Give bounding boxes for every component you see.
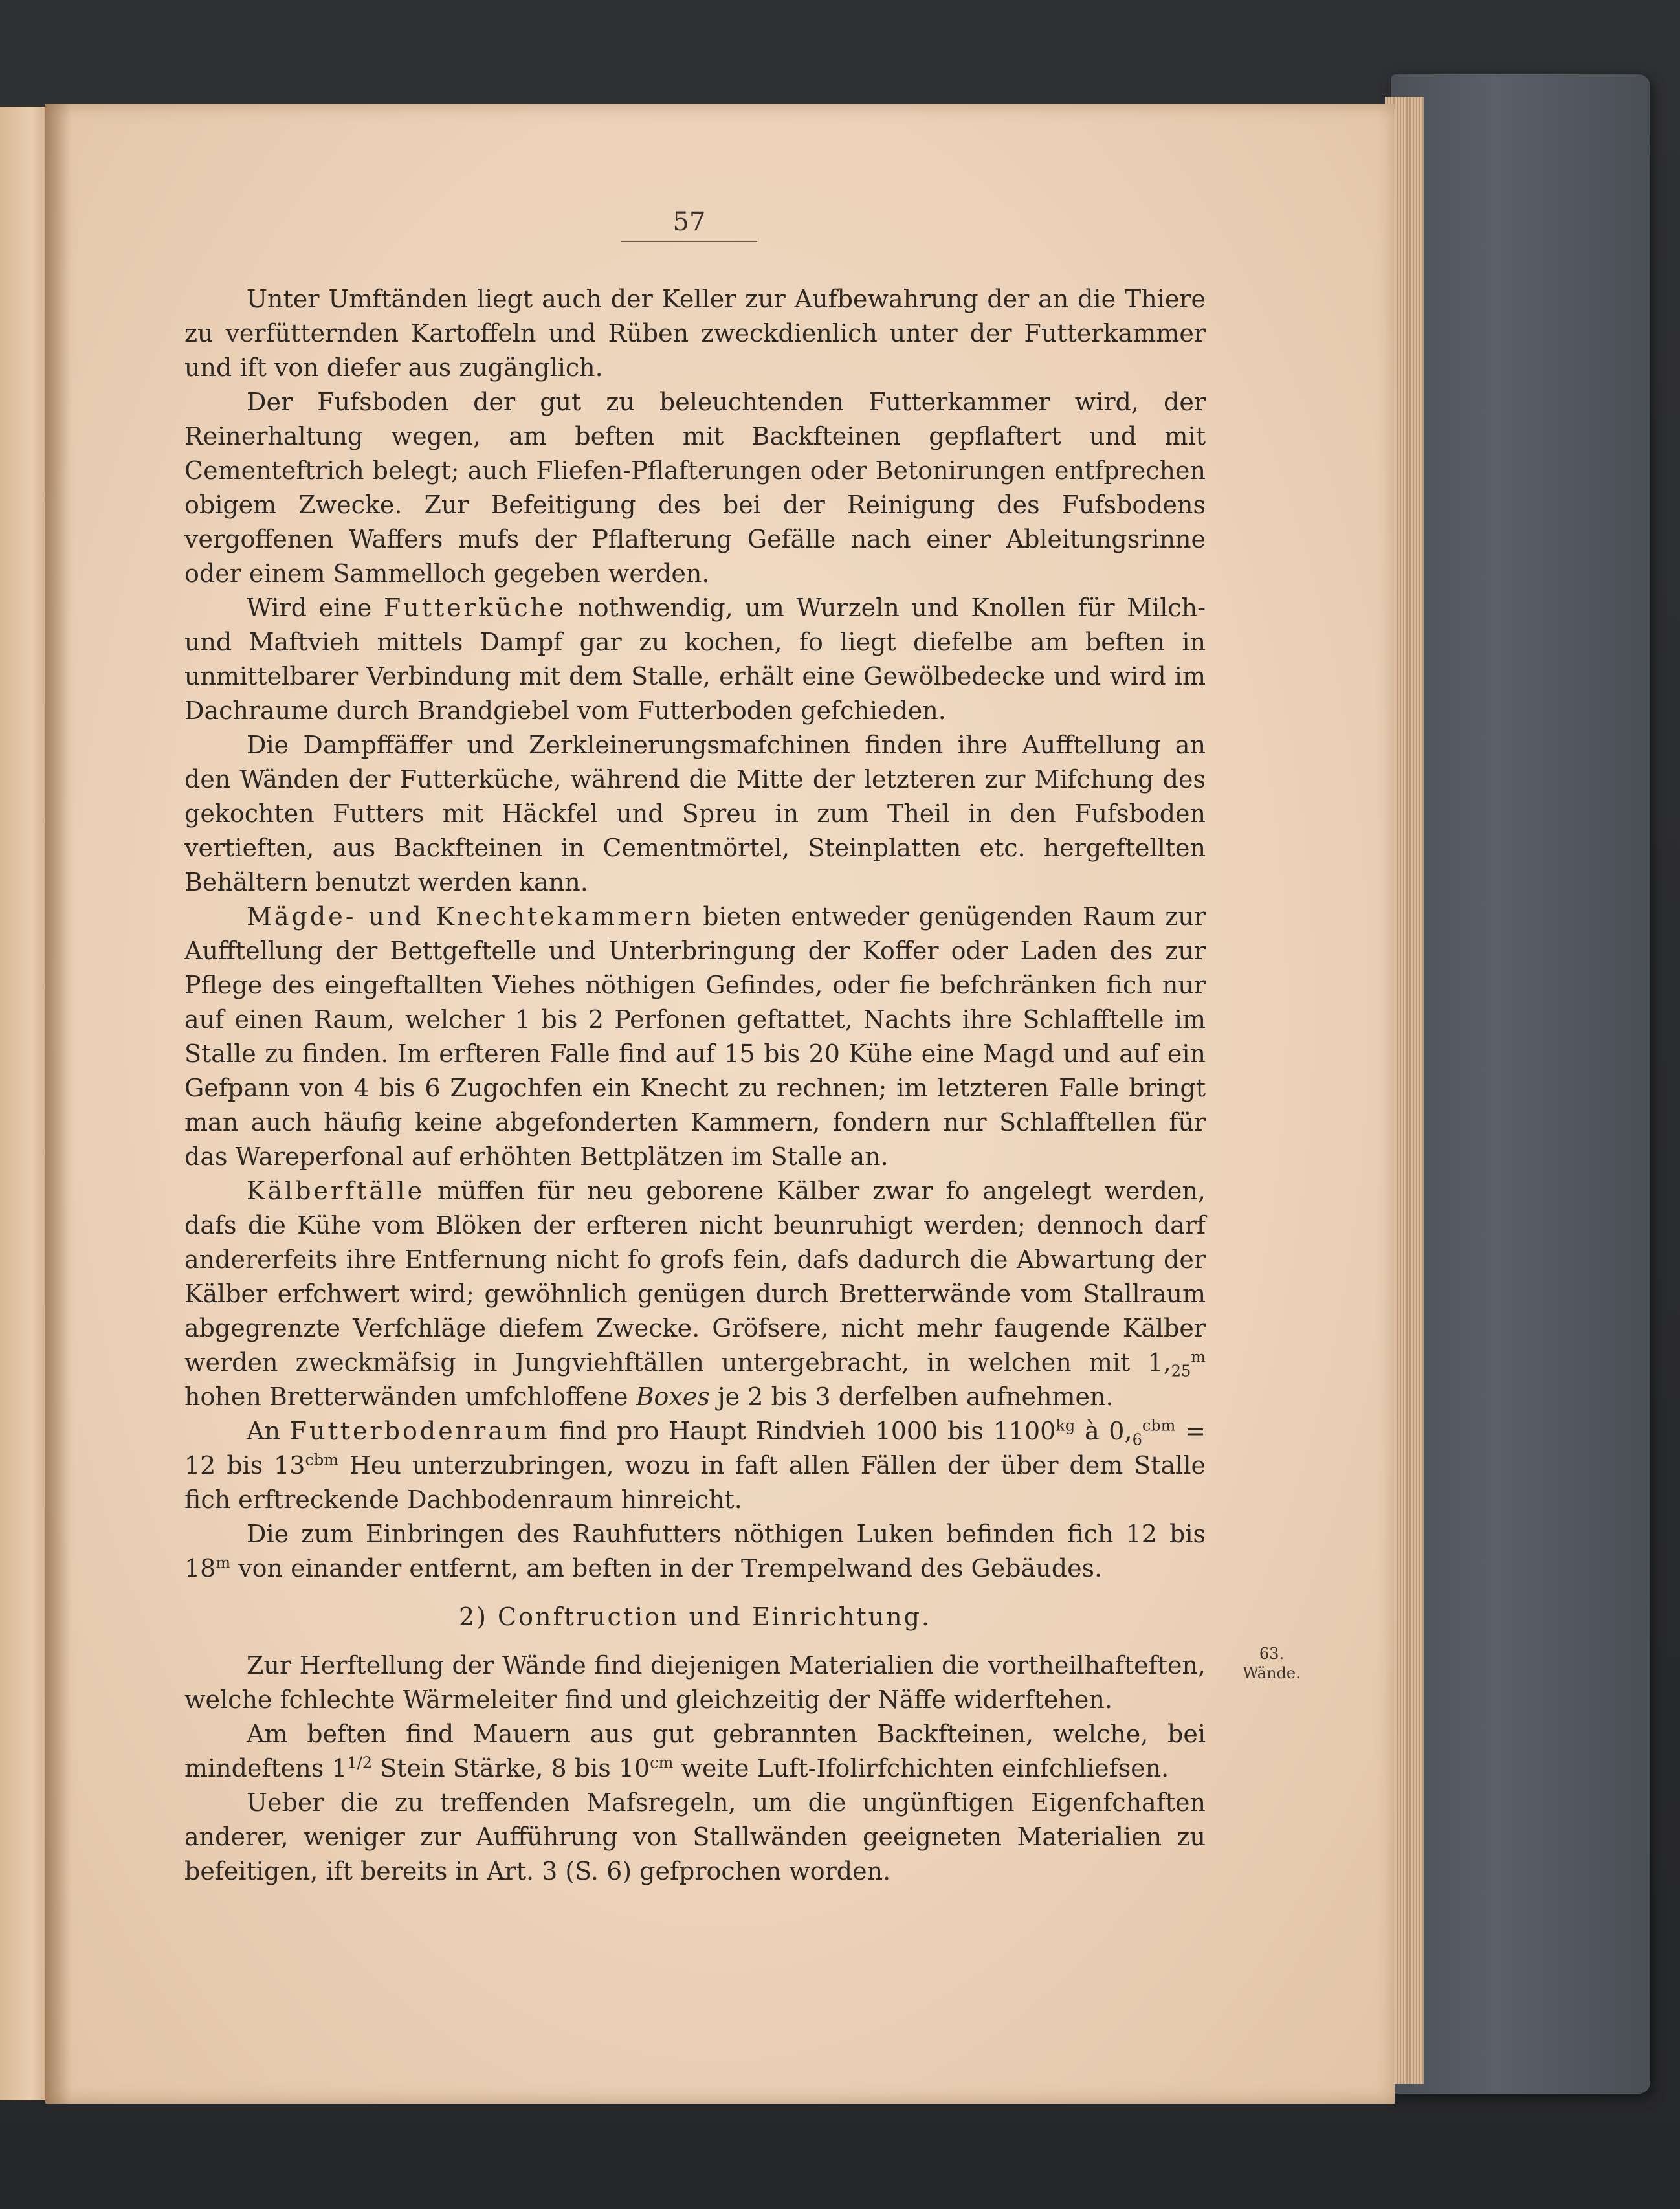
paragraph-10-body-c: weite Luft-Ifolirfchichten einfchliefsen. (681, 1754, 1169, 1782)
paragraph-3 (184, 591, 1206, 728)
paragraph-8 (184, 1517, 1206, 1586)
paragraph-8-unit: m (216, 1553, 231, 1572)
paragraph-6-body-a: müffen für neu geborene Kälber zwar fo angelegt werden, dafs die Kühe vom Blöken der erfteren nicht beunruhigt werden; dennoch darf andererfeits ihre Entfernung nicht fo grofs fein, dafs dadurch die Abwartung der Kälber erfchwert wird; gewöhnlich genügen durch Bretterwände vom Stallraum abgegrenzte Verfchläge diefem Zwecke. Gröfsere, nicht mehr faugende Kälber werden zweckmäfsig in Jungviehftällen untergebracht, in welchen mit 1, (184, 1177, 1206, 1377)
margin-note-number: 63. (1259, 1645, 1285, 1663)
paragraph-7-unit-kg: kg (1056, 1416, 1076, 1435)
paragraph-11: Ueber die zu treffenden Mafsregeln, um die ungünftigen Eigenfchaften anderer, weniger zur Aufführung von Stallwänden geeigneten Materialien zu befeitigen, ift bereits in Art. 3 (S. 6) gefprochen worden. (184, 1788, 1206, 1885)
paragraph-7 (184, 1414, 1206, 1517)
paragraph-10-body-b: Stein Stärke, 8 bis 10 (380, 1754, 650, 1782)
paragraph-10-unit: cm (650, 1753, 674, 1772)
paragraph-7-body-a: find pro Haupt Rindvieh 1000 bis 1100 (559, 1417, 1056, 1445)
page-number: 57 (621, 207, 757, 242)
paragraph-2: Der Fufsboden der gut zu beleuchtenden Futterkammer wird, der Reinerhaltung wegen, am beften mit Backfteinen gepflaftert und mit Cementeftrich belegt; auch Fliefen-Pflafterungen oder Betonirungen entfprechen obigem Zwecke. Zur Befeitigung des bei der Reinigung des Fufsbodens vergoffenen Waffers mufs der Pflafterung Gefälle nach einer Ableitungsrinne oder einem Sammelloch gegeben werden. (184, 388, 1206, 588)
paragraph-8-body-b: von einander entfernt, am beften in der Trempelwand des Gebäudes. (238, 1554, 1103, 1582)
paragraph-9: Zur Herftellung der Wände find diejenigen Materialien die vortheilhafteften, welche fchlechte Wärmeleiter find und gleichzeitig der Näffe widerftehen. (184, 1651, 1206, 1714)
page-gutter-shadow (45, 104, 71, 2104)
paragraph-7-subscript: 6 (1132, 1430, 1142, 1449)
paragraph-7-unit-cbm-2: cbm (305, 1450, 339, 1469)
paragraph-3-lead: Wird eine (247, 594, 372, 622)
paragraph-7-lead: An (247, 1417, 280, 1445)
term-boxes: Boxes (636, 1382, 710, 1411)
margin-note (1233, 1644, 1310, 1683)
paragraph-5-body: bieten entweder genügenden Raum zur Aufftellung der Bettgeftelle und Unterbringung der Koffer oder Laden des zur Pflege des eingeftallten Viehes nöthigen Gefindes, oder fie befchränken fich nur auf einen Raum, welcher 1 bis 2 Perfonen geftattet, Nachts ihre Schlafftelle im Stalle zu finden. Im erfteren Falle find auf 15 bis 20 Kühe eine Magd und auf ein Gefpann von 4 bis 6 Zugochfen ein Knecht zu rechnen; im letzteren Falle bringt man auch häufig keine abgefonderten Kammern, fondern nur Schlafftellen für das Wareperfonal auf erhöhten Bettplätzen im Stalle an. (184, 902, 1206, 1171)
paragraph-6-subscript: 25 (1171, 1362, 1191, 1381)
paragraph-6 (184, 1174, 1206, 1414)
paragraph-8-body-a: Die zum Einbringen des Rauhfutters nöthigen Luken befinden fich 12 bis 18 (184, 1520, 1206, 1582)
term-knechtekammern: Mägde- und Knechtekammern (247, 902, 694, 931)
book-cover (1391, 74, 1650, 2094)
paragraph-4: Die Dampffäffer und Zerkleinerungsmafchinen finden ihre Aufftellung an den Wänden der Futterküche, während die Mitte der letzteren zur Mifchung des gekochten Futters mit Häckfel und Spreu in zum Theil in den Fufsboden vertieften, aus Backfteinen in Cementmörtel, Steinplatten etc. hergeftellten Behältern benutzt werden kann. (184, 731, 1206, 896)
paragraph-7-body-d: Heu unterzubringen, wozu in faft allen Fällen der über dem Stalle fich erftreckende Dachbodenraum hinreicht. (184, 1451, 1206, 1514)
margin-note-label: Wände. (1243, 1664, 1301, 1682)
paragraph-5 (184, 900, 1206, 1174)
paragraph-1: Unter Umftänden liegt auch der Keller zur Aufbewahrung der an die Thiere zu verfütternden Kartoffeln und Rüben zweckdienlich unter der Futterkammer und ift von diefer aus zugänglich. (184, 285, 1206, 382)
paragraph-7-body-c: = 12 bis 13 (184, 1417, 1206, 1480)
term-kaelberstaelle: Kälberftälle (247, 1177, 425, 1205)
paragraph-10-fraction: 1/2 (347, 1753, 373, 1772)
paragraph-6-body-c: je 2 bis 3 derfelben aufnehmen. (717, 1382, 1114, 1411)
section-heading: 2) Conftruction und Einrichtung. (458, 1603, 932, 1631)
term-futterbodenraum: Futterbodenraum (289, 1417, 550, 1445)
body-text (184, 282, 1206, 1889)
paragraph-10-body-a: Am beften find Mauern aus gut gebrannten Backfteinen, welche, bei mindeftens 1 (184, 1720, 1206, 1782)
paragraph-7-unit-cbm-1: cbm (1142, 1416, 1176, 1435)
previous-page-edge (0, 107, 52, 2100)
paragraph-10 (184, 1717, 1206, 1786)
term-futterkueche: Futterküche (383, 594, 566, 622)
paragraph-6-body-b: hohen Bretterwänden umfchloffene (184, 1382, 628, 1411)
paragraph-3-body: nothwendig, um Wurzeln und Knollen für Milch- und Maftvieh mittels Dampf gar zu kochen, fo liegt diefelbe am beften in unmittelbarer Verbindung mit dem Stalle, erhält eine Gewölbedecke und wird im Dachraume durch Brandgiebel vom Futterboden gefchieden. (184, 594, 1206, 725)
paragraph-7-body-b: à 0, (1084, 1417, 1133, 1445)
paragraph-6-unit: m (1191, 1348, 1206, 1366)
